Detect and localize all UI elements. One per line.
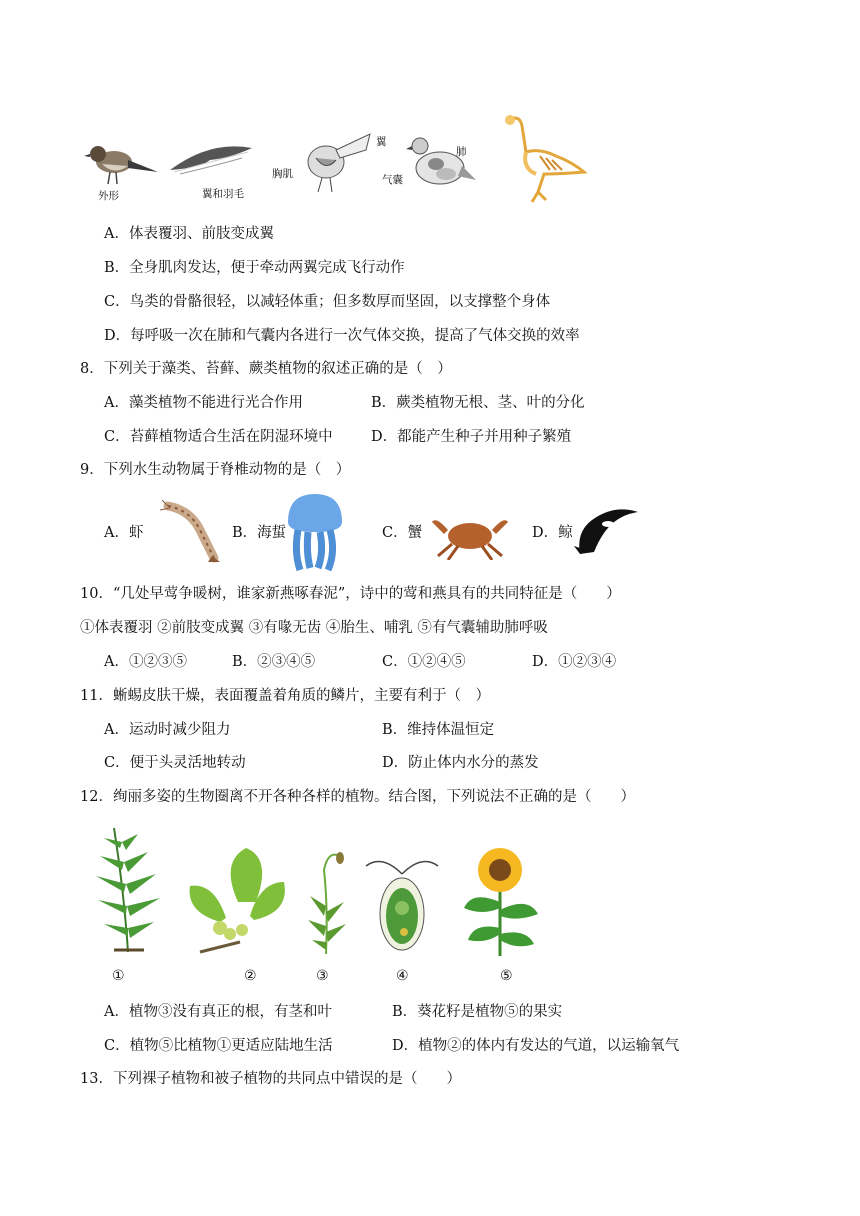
q9-option-c: C．蟹 <box>382 525 423 541</box>
sparrow-figure <box>84 132 160 192</box>
q9-option-d: D．鲸 <box>532 525 573 541</box>
q11-option-c: C．便于头灵活地转动 <box>104 755 246 771</box>
figure-label-outline: 外形 <box>98 190 119 202</box>
figure-label-wing: 翼和羽毛 <box>202 188 244 200</box>
figure-label-wing-pointer: 翼 <box>376 136 387 148</box>
q10-option-b: B．②③④⑤ <box>232 654 316 670</box>
shrimp-image <box>160 500 224 564</box>
q8-option-b: B．蕨类植物无根、茎、叶的分化 <box>371 395 585 411</box>
q8-option-c: C．苔藓植物适合生活在阴湿环境中 <box>104 429 333 445</box>
figure-number-3: ③ <box>316 968 329 984</box>
moss-plant-image <box>302 846 350 956</box>
figure-number-4: ④ <box>396 968 409 984</box>
figure-number-5: ⑤ <box>500 968 513 984</box>
q7-option-d: D．每呼吸一次在肺和气囊内各进行一次气体交换，提高了气体交换的效率 <box>104 328 580 344</box>
q11-option-b: B．维持体温恒定 <box>382 722 495 738</box>
q12-stem: 12．绚丽多姿的生物圈离不开各种各样的植物。结合图，下列说法不正确的是（ ） <box>80 789 635 805</box>
q12-option-d: D．植物②的体内有发达的气道，以运输氧气 <box>392 1038 680 1054</box>
q11-option-d: D．防止体内水分的蒸发 <box>382 755 539 771</box>
bird-muscle-figure <box>296 128 372 194</box>
whale-image <box>574 502 640 556</box>
q9-option-a: A．虾 <box>104 525 144 541</box>
crab-image <box>428 506 512 560</box>
bird-lung-figure <box>406 132 476 194</box>
q7-option-a: A．体表覆羽、前肢变成翼 <box>104 226 274 242</box>
q9-stem: 9．下列水生动物属于脊椎动物的是（ ） <box>80 462 351 478</box>
figure-label-air-sac: 气囊 <box>382 174 403 186</box>
figure-number-2: ② <box>244 968 257 984</box>
figure-number-1: ① <box>112 968 125 984</box>
jellyfish-image <box>284 492 346 572</box>
q13-stem: 13．下列裸子植物和被子植物的共同点中错误的是（ ） <box>80 1071 461 1087</box>
q8-stem: 8．下列关于藻类、苔藓、蕨类植物的叙述正确的是（ ） <box>80 361 452 377</box>
ginkgo-plant-image <box>180 842 294 954</box>
q12-option-a: A．植物③没有真正的根，有茎和叶 <box>104 1004 332 1020</box>
bird-skeleton-figure <box>500 112 590 204</box>
fern-plant-image <box>84 822 172 954</box>
figure-label-chest-muscle: 胸肌 <box>272 168 293 180</box>
chlamydomonas-image <box>362 852 442 956</box>
q10-statements: ①体表覆羽 ②前肢变成翼 ③有喙无齿 ④胎生、哺乳 ⑤有气囊辅助肺呼吸 <box>80 620 548 636</box>
q8-option-d: D．都能产生种子并用种子繁殖 <box>371 429 572 445</box>
q10-stem: 10．“几处早莺争暖树，谁家新燕啄春泥”，诗中的莺和燕具有的共同特征是（ ） <box>80 586 621 602</box>
q7-option-b: B．全身肌肉发达，便于牵动两翼完成飞行动作 <box>104 260 405 276</box>
sunflower-image <box>458 846 542 958</box>
q11-stem: 11．蜥蜴皮肤干燥，表面覆盖着角质的鳞片，主要有利于（ ） <box>80 688 490 704</box>
q12-option-c: C．植物⑤比植物①更适应陆地生活 <box>104 1038 333 1054</box>
q8-option-a: A．藻类植物不能进行光合作用 <box>104 395 303 411</box>
q9-option-b: B．海蜇 <box>232 525 287 541</box>
q12-option-b: B．葵花籽是植物⑤的果实 <box>392 1004 563 1020</box>
q11-option-a: A．运动时减少阻力 <box>104 722 231 738</box>
q10-option-d: D．①②③④ <box>532 654 617 670</box>
q10-option-a: A．①②③⑤ <box>104 654 187 670</box>
wing-feather-figure <box>170 140 252 182</box>
q7-option-c: C．鸟类的骨骼很轻，以减轻体重；但多数厚而坚固，以支撑整个身体 <box>104 294 551 310</box>
figure-label-lung: 肺 <box>456 146 467 158</box>
q10-option-c: C．①②④⑤ <box>382 654 466 670</box>
